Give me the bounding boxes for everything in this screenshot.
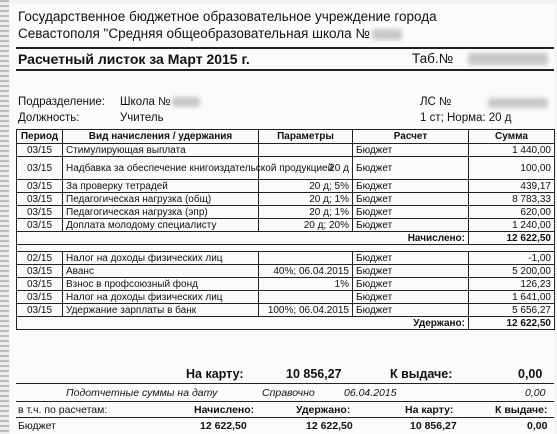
redacted-school-number <box>372 29 402 40</box>
position-value: Учитель <box>120 112 164 124</box>
bottom-payout-value: 0,00 <box>527 420 548 432</box>
bottom-card-value: 10 856,27 <box>410 420 457 432</box>
table-row: 03/15 За проверку тетрадей 20 д; 5% Бюджет 439,17 <box>17 180 555 193</box>
redacted-department-number <box>172 97 200 107</box>
bottom-payout-label: К выдаче: <box>495 404 548 416</box>
payslip-document <box>10 4 555 434</box>
table-row: 03/15 Педагогическая нагрузка (эпр) 20 д; 1% Бюджет 620,00 <box>17 206 555 219</box>
accrued-total-row <box>17 232 555 245</box>
report-sums-label: Подотчетные суммы на дату <box>66 387 218 399</box>
summary-divider <box>16 383 554 384</box>
table-row: 03/15 Стимулирующая выплата Бюджет 1 440,00 <box>17 144 555 157</box>
table-row: 03/15 Налог на доходы физических лиц Бюджет 1 641,00 <box>17 291 555 304</box>
payout-value: 0,00 <box>518 367 543 381</box>
to-card-label: На карту: <box>186 367 244 381</box>
bottom-divider <box>16 417 554 418</box>
organization-line-1: Государственное бюджетное образовательное учреждение города <box>18 9 437 24</box>
withheld-total-row <box>17 317 555 330</box>
redacted-account-number <box>488 98 548 108</box>
table-row: 03/15 Удержание зарплаты в банк 100%; 06.04.2015 Бюджет 5 656,27 <box>17 304 555 317</box>
rate-norm: 1 ст; Норма: 20 д <box>420 112 512 124</box>
reference-value: 0,00 <box>525 387 546 399</box>
table-row: 03/15 Педагогическая нагрузка (общ) 20 д; 1% Бюджет 8 783,33 <box>17 193 555 206</box>
header-period: Период <box>17 130 63 144</box>
organization-name: Севастополя "Средняя общеобразовательная школа № <box>18 26 370 41</box>
title-divider <box>16 69 554 71</box>
withheld-total-label: Удержано: <box>17 317 469 330</box>
department-value: Школа № <box>120 96 200 108</box>
table-spacer <box>17 245 555 252</box>
redacted-tab-number <box>468 53 548 65</box>
table-row: 02/15 Налог на доходы физических лиц Бюджет -1,00 <box>17 252 555 265</box>
payslip-title: Расчетный листок за Март 2015 г. <box>18 51 250 67</box>
reference-date: 06.04.2015 <box>344 387 397 399</box>
table-row: 03/15 Доплата молодому специалисту 20 д; 20% Бюджет 1 240,00 <box>17 219 555 232</box>
header-calc: Расчет <box>353 130 469 144</box>
bottom-withheld-value: 12 622,50 <box>306 420 353 432</box>
table-header-row <box>17 130 555 144</box>
tab-number-label: Таб.№ <box>412 51 454 66</box>
department-label: Подразделение: <box>18 96 105 108</box>
bottom-withheld-label: Удержано: <box>296 404 351 416</box>
accrued-total-value: 12 622,50 <box>469 232 555 245</box>
bottom-accrued-value: 12 622,50 <box>200 420 247 432</box>
bottom-accrued-label: Начислено: <box>194 404 255 416</box>
organization-line-2 <box>18 25 402 42</box>
reference-divider <box>16 401 554 402</box>
table-row: 03/15 Аванс 40%; 06.04.2015 Бюджет 5 200,00 <box>17 265 555 278</box>
bottom-row-name: Бюджет <box>18 420 56 432</box>
table-row: 03/15 Взнос в профсоюзный фонд 1% Бюджет 126,23 <box>17 278 555 291</box>
payout-label: К выдаче: <box>390 367 453 381</box>
scan-left-edge <box>0 0 9 434</box>
header-type: Вид начисления / удержания <box>63 130 259 144</box>
settlement-label: в т.ч. по расчетам: <box>18 404 108 416</box>
to-card-value: 10 856,27 <box>286 367 342 381</box>
payslip-table <box>16 129 555 330</box>
bottom-card-label: На карту: <box>405 404 454 416</box>
table-row: 03/15 Надбавка за обеспечение книгоиздательской продукцией 20 д Бюджет 100,00 <box>17 157 555 180</box>
accrued-total-label: Начислено: <box>17 232 469 245</box>
reference-label: Справочно <box>262 387 315 399</box>
withheld-total-value: 12 622,50 <box>469 317 555 330</box>
header-divider <box>16 47 554 49</box>
account-number-label: ЛС № <box>420 96 452 108</box>
position-label: Должность: <box>18 112 80 124</box>
header-params: Параметры <box>259 130 353 144</box>
header-sum: Сумма <box>469 130 555 144</box>
